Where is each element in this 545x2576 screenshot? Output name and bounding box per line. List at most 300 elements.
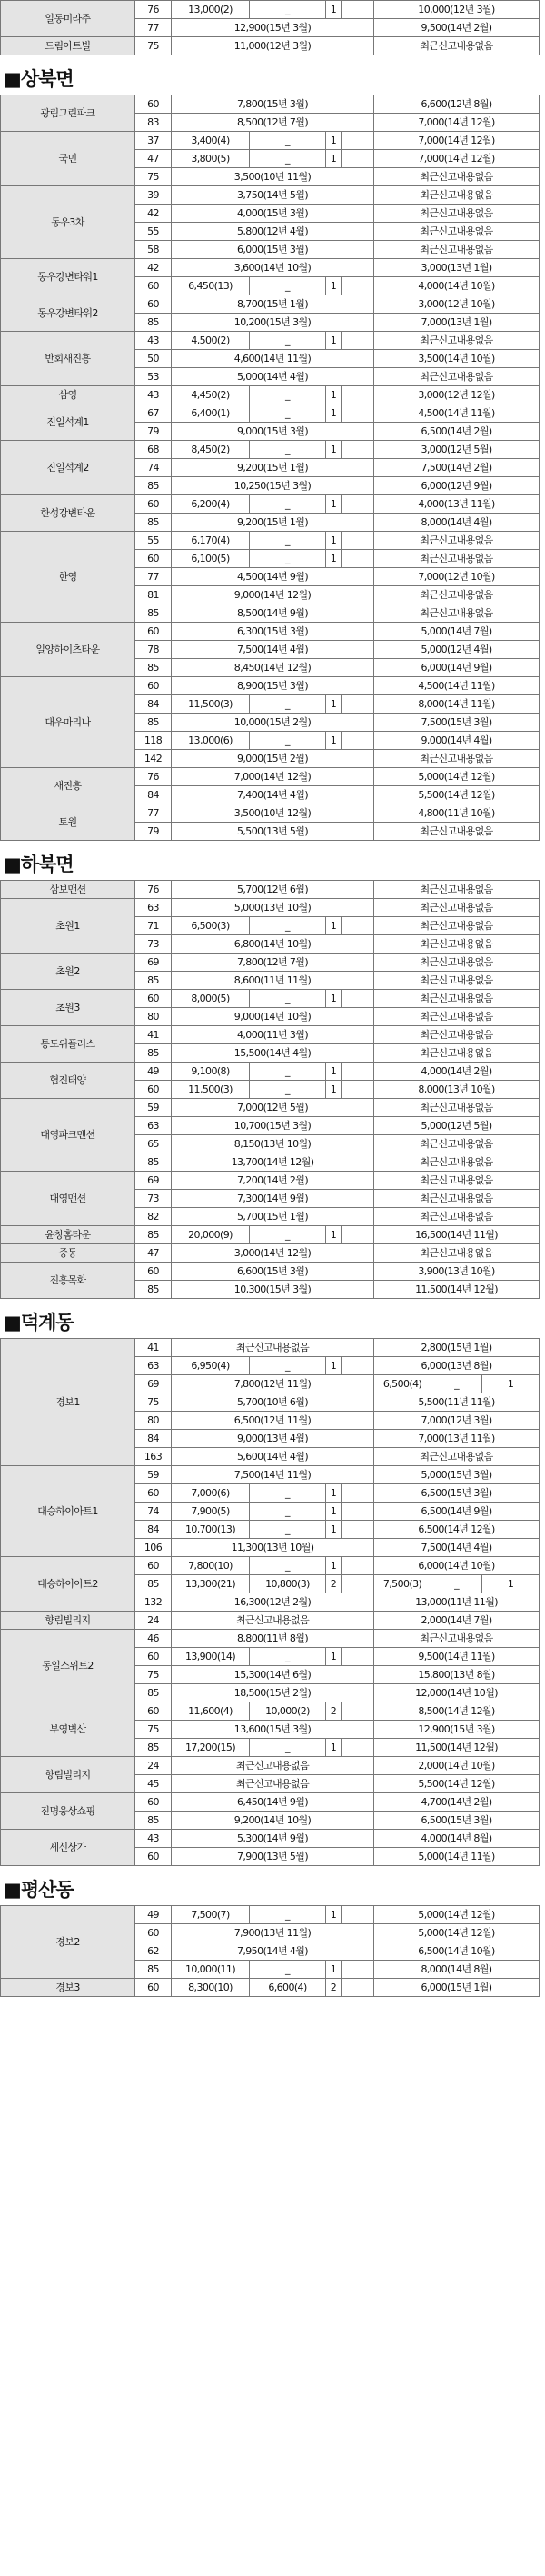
rent-price-recent: 최근신고내용없음	[374, 1448, 540, 1466]
sale-price-recent: 5,800(12년 4월)	[172, 223, 374, 241]
blank-cell	[342, 1521, 374, 1539]
sale-price-recent: 5,300(14년 9월)	[172, 1830, 374, 1848]
rent-price: 7,500(3)	[374, 1575, 431, 1593]
rent-price-recent: 4,700(14년 2월)	[374, 1793, 540, 1812]
blank-cell	[342, 404, 374, 423]
sale-price: 17,200(15)	[172, 1739, 250, 1757]
sale-min: _	[250, 1557, 326, 1575]
table-row	[1, 386, 540, 404]
sale-count: 1	[326, 332, 342, 350]
blank-cell	[342, 1906, 374, 1924]
sale-price-recent: 10,000(15년 2월)	[172, 714, 374, 732]
table-row	[1, 1339, 540, 1357]
sale-min: _	[250, 695, 326, 714]
sale-price: 10,000(11)	[172, 1961, 250, 1979]
area-cell: 85	[135, 1684, 172, 1702]
area-cell: 82	[135, 1208, 172, 1226]
sale-price-recent: 최근신고내용없음	[172, 1612, 374, 1630]
rent-price-recent: 5,000(14년 12월)	[374, 1906, 540, 1924]
sale-price: 7,900(5)	[172, 1503, 250, 1521]
rent-price-recent: 4,000(13년 11월)	[374, 495, 540, 514]
sale-count: 1	[326, 441, 342, 459]
complex-name: 초원1	[1, 899, 135, 954]
rent-price-recent: 최근신고내용없음	[374, 1172, 540, 1190]
complex-name: 초원2	[1, 954, 135, 990]
area-cell: 79	[135, 823, 172, 841]
complex-name: 동일스위트2	[1, 1630, 135, 1702]
rent-price-recent: 최근신고내용없음	[374, 881, 540, 899]
sale-price: 4,500(2)	[172, 332, 250, 350]
area-cell: 43	[135, 386, 172, 404]
complex-name: 진일석계1	[1, 404, 135, 441]
sale-price-recent: 9,000(15년 2월)	[172, 750, 374, 768]
area-cell: 76	[135, 768, 172, 786]
sale-count: 1	[326, 1063, 342, 1081]
area-cell: 85	[135, 1961, 172, 1979]
area-cell: 49	[135, 1063, 172, 1081]
section-title: ■덕계동	[4, 1312, 74, 1333]
area-cell: 41	[135, 1026, 172, 1044]
area-cell: 132	[135, 1593, 172, 1612]
blank-cell	[342, 1648, 374, 1666]
blank-cell	[342, 695, 374, 714]
area-cell: 85	[135, 1226, 172, 1244]
area-cell: 24	[135, 1757, 172, 1775]
area-cell: 80	[135, 1008, 172, 1026]
table-row	[1, 1063, 540, 1081]
area-cell: 74	[135, 1503, 172, 1521]
section-gap	[0, 841, 545, 849]
sale-price: 7,500(7)	[172, 1906, 250, 1924]
rent-price-recent: 최근신고내용없음	[374, 241, 540, 259]
sale-price-recent: 10,700(15년 3월)	[172, 1117, 374, 1135]
complex-name: 한성강변타운	[1, 495, 135, 532]
sale-price-recent: 9,000(15년 3월)	[172, 423, 374, 441]
sale-price: 6,950(4)	[172, 1357, 250, 1375]
rent-price-recent: 13,000(11년 11월)	[374, 1593, 540, 1612]
blank-cell	[342, 332, 374, 350]
area-cell: 60	[135, 1702, 172, 1721]
rent-price-recent: 8,000(13년 10월)	[374, 1081, 540, 1099]
complex-name: 삼보맨션	[1, 881, 135, 899]
sale-count: 1	[326, 990, 342, 1008]
complex-name: 대영맨션	[1, 1172, 135, 1226]
rent-price-recent: 최근신고내용없음	[374, 205, 540, 223]
rent-price-recent: 최근신고내용없음	[374, 899, 540, 917]
table-row	[1, 1099, 540, 1117]
sale-price-recent: 6,800(14년 10월)	[172, 935, 374, 954]
sale-min: _	[250, 332, 326, 350]
complex-name: 진명웅상쇼핑	[1, 1793, 135, 1830]
sale-price: 4,450(2)	[172, 386, 250, 404]
complex-name: 일동미라주	[1, 1, 135, 37]
area-cell: 55	[135, 223, 172, 241]
rent-price-recent: 7,000(13년 11월)	[374, 1430, 540, 1448]
sale-price-recent: 7,800(12년 11월)	[172, 1375, 374, 1393]
sale-price-recent: 4,600(14년 11월)	[172, 350, 374, 368]
rent-price-recent: 11,500(14년 12월)	[374, 1739, 540, 1757]
sale-price-recent: 최근신고내용없음	[172, 1339, 374, 1357]
area-cell: 42	[135, 205, 172, 223]
rent-price-recent: 4,000(14년 8월)	[374, 1830, 540, 1848]
rent-price-recent: 2,000(14년 7월)	[374, 1612, 540, 1630]
rent-price-recent: 8,500(14년 12월)	[374, 1702, 540, 1721]
area-cell: 75	[135, 1721, 172, 1739]
sale-price-recent: 6,000(15년 3월)	[172, 241, 374, 259]
rent-price-recent: 최근신고내용없음	[374, 168, 540, 186]
area-cell: 42	[135, 259, 172, 277]
blank-cell	[342, 132, 374, 150]
sale-price-recent: 7,000(12년 5월)	[172, 1099, 374, 1117]
rent-price-recent: 8,000(14년 11월)	[374, 695, 540, 714]
complex-name: 삼영	[1, 386, 135, 404]
table-row	[1, 1906, 540, 1924]
area-cell: 85	[135, 1153, 172, 1172]
area-cell: 59	[135, 1099, 172, 1117]
area-cell: 68	[135, 441, 172, 459]
table-row	[1, 954, 540, 972]
complex-name: 초원3	[1, 990, 135, 1026]
section-gap	[0, 55, 545, 64]
sale-count: 1	[326, 495, 342, 514]
complex-name: 반회새진흥	[1, 332, 135, 386]
rent-price-recent: 5,500(14년 12월)	[374, 786, 540, 804]
sale-price-recent: 5,700(12년 6월)	[172, 881, 374, 899]
area-cell: 41	[135, 1339, 172, 1357]
table-row	[1, 1702, 540, 1721]
sale-price-recent: 5,500(13년 5월)	[172, 823, 374, 841]
sale-price-recent: 7,500(14년 4월)	[172, 641, 374, 659]
rent-price-recent: 6,000(15년 1월)	[374, 1979, 540, 1997]
complex-name: 광림그린파크	[1, 95, 135, 132]
rent-price-recent: 6,500(14년 12월)	[374, 1521, 540, 1539]
area-cell: 84	[135, 1521, 172, 1539]
complex-name: 한영	[1, 532, 135, 623]
complex-name: 대영파크맨션	[1, 1099, 135, 1172]
area-cell: 76	[135, 1, 172, 19]
complex-name: 일양하이츠타운	[1, 623, 135, 677]
section-title: ■상북면	[4, 68, 74, 90]
rent-price-recent: 7,000(12년 10월)	[374, 568, 540, 586]
rent-price-recent: 최근신고내용없음	[374, 1630, 540, 1648]
complex-name: 경보3	[1, 1979, 135, 1997]
area-cell: 60	[135, 277, 172, 295]
sale-price-recent: 7,500(14년 11월)	[172, 1466, 374, 1484]
table-row	[1, 259, 540, 277]
rent-price-recent: 최근신고내용없음	[374, 1208, 540, 1226]
sale-price-recent: 9,200(14년 10월)	[172, 1812, 374, 1830]
rent-price-recent: 9,000(14년 4월)	[374, 732, 540, 750]
blank-cell	[342, 532, 374, 550]
area-cell: 60	[135, 1979, 172, 1997]
sale-price-recent: 6,300(15년 3월)	[172, 623, 374, 641]
sale-price: 6,100(5)	[172, 550, 250, 568]
sale-min: _	[250, 1906, 326, 1924]
blank-cell	[342, 1702, 374, 1721]
blank-cell	[342, 1357, 374, 1375]
rent-price-recent: 최근신고내용없음	[374, 1008, 540, 1026]
sale-price: 8,300(10)	[172, 1979, 250, 1997]
rent-price-recent: 4,000(14년 2월)	[374, 1063, 540, 1081]
sale-price-recent: 최근신고내용없음	[172, 1775, 374, 1793]
sale-price-recent: 15,300(14년 6월)	[172, 1666, 374, 1684]
sale-price: 6,450(13)	[172, 277, 250, 295]
rent-price-recent: 최근신고내용없음	[374, 1135, 540, 1153]
complex-name: 윤창홈타운	[1, 1226, 135, 1244]
complex-name: 향림빌리지	[1, 1757, 135, 1793]
sale-price: 20,000(9)	[172, 1226, 250, 1244]
sale-price-recent: 10,300(15년 3월)	[172, 1281, 374, 1299]
rent-price-recent: 9,500(14년 2월)	[374, 19, 540, 37]
rent-price-recent: 3,000(13년 1월)	[374, 259, 540, 277]
rent-price-recent: 6,500(15년 3월)	[374, 1812, 540, 1830]
sale-price: 8,000(5)	[172, 990, 250, 1008]
sale-min: _	[250, 441, 326, 459]
area-cell: 81	[135, 586, 172, 604]
table-row	[1, 804, 540, 823]
area-cell: 60	[135, 550, 172, 568]
sale-min: _	[250, 1357, 326, 1375]
sale-price-recent: 7,300(14년 9월)	[172, 1190, 374, 1208]
sale-min: _	[250, 1521, 326, 1539]
rent-price-recent: 3,900(13년 10월)	[374, 1263, 540, 1281]
rent-count: 1	[482, 1375, 540, 1393]
complex-name: 동우3차	[1, 186, 135, 259]
rent-price-recent: 6,000(14년 9월)	[374, 659, 540, 677]
sale-price-recent: 13,700(14년 12월)	[172, 1153, 374, 1172]
area-cell: 69	[135, 1172, 172, 1190]
area-cell: 75	[135, 1393, 172, 1412]
rent-price-recent: 8,000(14년 4월)	[374, 514, 540, 532]
rent-price-recent: 최근신고내용없음	[374, 990, 540, 1008]
area-cell: 73	[135, 1190, 172, 1208]
sale-price-recent: 7,950(14년 4월)	[172, 1942, 374, 1961]
area-cell: 62	[135, 1942, 172, 1961]
sale-count: 1	[326, 150, 342, 168]
sale-price: 9,100(8)	[172, 1063, 250, 1081]
area-cell: 60	[135, 1557, 172, 1575]
sale-price-recent: 8,600(11년 11월)	[172, 972, 374, 990]
rent-price-recent: 최근신고내용없음	[374, 1099, 540, 1117]
sale-price: 6,200(4)	[172, 495, 250, 514]
rent-price-recent: 6,500(14년 10월)	[374, 1942, 540, 1961]
sale-price-recent: 11,300(13년 10월)	[172, 1539, 374, 1557]
section-title: ■평산동	[4, 1879, 74, 1901]
sale-price-recent: 3,500(10년 11월)	[172, 168, 374, 186]
table-row	[1, 186, 540, 205]
rent-price-recent: 최근신고내용없음	[374, 954, 540, 972]
area-cell: 77	[135, 804, 172, 823]
sale-price-recent: 7,200(14년 2월)	[172, 1172, 374, 1190]
table-row	[1, 332, 540, 350]
sale-price-recent: 15,500(14년 4월)	[172, 1044, 374, 1063]
rent-price-recent: 5,000(12년 5월)	[374, 1117, 540, 1135]
rent-price-recent: 7,500(15년 3월)	[374, 714, 540, 732]
blank-cell	[342, 1063, 374, 1081]
sale-count: 2	[326, 1979, 342, 1997]
sale-price: 13,900(14)	[172, 1648, 250, 1666]
area-cell: 85	[135, 659, 172, 677]
area-cell: 50	[135, 350, 172, 368]
area-cell: 85	[135, 714, 172, 732]
rent-price-recent: 최근신고내용없음	[374, 223, 540, 241]
blank-cell	[342, 550, 374, 568]
rent-price-recent: 15,800(13년 8월)	[374, 1666, 540, 1684]
complex-name: 동우강변타워1	[1, 259, 135, 295]
table-row	[1, 899, 540, 917]
sale-price-recent: 7,400(14년 4월)	[172, 786, 374, 804]
blank-cell	[342, 386, 374, 404]
rent-price-recent: 7,500(14년 2월)	[374, 459, 540, 477]
area-cell: 85	[135, 1281, 172, 1299]
area-cell: 49	[135, 1906, 172, 1924]
area-cell: 46	[135, 1630, 172, 1648]
sale-count: 2	[326, 1702, 342, 1721]
sale-min: _	[250, 277, 326, 295]
table-row	[1, 623, 540, 641]
area-cell: 60	[135, 1081, 172, 1099]
sale-price-recent: 7,000(14년 12월)	[172, 768, 374, 786]
table-row	[1, 1263, 540, 1281]
sale-min: _	[250, 1, 326, 19]
sale-price-recent: 4,000(11년 3월)	[172, 1026, 374, 1044]
sale-min: _	[250, 495, 326, 514]
rent-price-recent: 3,000(12년 12월)	[374, 386, 540, 404]
rent-price-recent: 5,000(15년 3월)	[374, 1466, 540, 1484]
complex-name: 경보1	[1, 1339, 135, 1466]
sale-price-recent: 최근신고내용없음	[172, 1757, 374, 1775]
sale-price-recent: 3,000(14년 12월)	[172, 1244, 374, 1263]
rent-price-recent: 6,500(15년 3월)	[374, 1484, 540, 1503]
sale-count: 1	[326, 732, 342, 750]
table-row	[1, 1172, 540, 1190]
price-table	[0, 0, 540, 55]
sale-count: 1	[326, 1357, 342, 1375]
sale-price: 7,800(10)	[172, 1557, 250, 1575]
sale-min: _	[250, 1484, 326, 1503]
complex-name: 협진태양	[1, 1063, 135, 1099]
rent-price-recent: 7,000(14년 12월)	[374, 150, 540, 168]
complex-name: 통도위플러스	[1, 1026, 135, 1063]
table-row	[1, 1979, 540, 1997]
area-cell: 45	[135, 1775, 172, 1793]
rent-price-recent: 12,000(14년 10월)	[374, 1684, 540, 1702]
price-table	[0, 1338, 540, 1866]
sale-price: 3,400(4)	[172, 132, 250, 150]
section-gap	[0, 1299, 545, 1307]
area-cell: 47	[135, 1244, 172, 1263]
sale-min: _	[250, 386, 326, 404]
sale-min: _	[250, 1739, 326, 1757]
blank-cell	[342, 917, 374, 935]
sale-price-recent: 4,500(14년 9월)	[172, 568, 374, 586]
blank-cell	[342, 277, 374, 295]
sale-price-recent: 9,200(15년 1월)	[172, 514, 374, 532]
blank-cell	[342, 732, 374, 750]
area-cell: 59	[135, 1466, 172, 1484]
blank-cell	[342, 495, 374, 514]
sale-count: 1	[326, 1961, 342, 1979]
sale-price-recent: 7,900(13년 5월)	[172, 1848, 374, 1866]
rent-price-recent: 4,000(14년 10월)	[374, 277, 540, 295]
price-table	[0, 1905, 540, 1997]
table-row	[1, 1630, 540, 1648]
table-row	[1, 1, 540, 19]
sale-price: 3,800(5)	[172, 150, 250, 168]
area-cell: 78	[135, 641, 172, 659]
table-row	[1, 1612, 540, 1630]
rent-count: 1	[482, 1575, 540, 1593]
complex-name: 새진흥	[1, 768, 135, 804]
rent-price: 6,500(4)	[374, 1375, 431, 1393]
table-row	[1, 1466, 540, 1484]
rent-price-recent: 최근신고내용없음	[374, 823, 540, 841]
sale-min: _	[250, 917, 326, 935]
area-cell: 58	[135, 241, 172, 259]
table-row	[1, 677, 540, 695]
complex-name: 중동	[1, 1244, 135, 1263]
blank-cell	[342, 1226, 374, 1244]
sale-price-recent: 5,700(15년 1월)	[172, 1208, 374, 1226]
rent-price-recent: 8,000(14년 8월)	[374, 1961, 540, 1979]
sale-price-recent: 12,900(15년 3월)	[172, 19, 374, 37]
rent-price-recent: 최근신고내용없음	[374, 532, 540, 550]
sale-count: 1	[326, 550, 342, 568]
area-cell: 71	[135, 917, 172, 935]
sale-price: 10,700(13)	[172, 1521, 250, 1539]
rent-price-recent: 최근신고내용없음	[374, 1244, 540, 1263]
table-row	[1, 495, 540, 514]
rent-price-recent: 3,500(14년 10월)	[374, 350, 540, 368]
sale-price-recent: 8,500(12년 7월)	[172, 114, 374, 132]
rent-price-recent: 11,500(14년 12월)	[374, 1281, 540, 1299]
rent-price-recent: 4,500(14년 11월)	[374, 404, 540, 423]
table-row	[1, 404, 540, 423]
area-cell: 69	[135, 954, 172, 972]
sale-min: _	[250, 1226, 326, 1244]
area-cell: 142	[135, 750, 172, 768]
area-cell: 60	[135, 1924, 172, 1942]
area-cell: 60	[135, 495, 172, 514]
area-cell: 60	[135, 1648, 172, 1666]
area-cell: 24	[135, 1612, 172, 1630]
rent-price-recent: 최근신고내용없음	[374, 917, 540, 935]
area-cell: 85	[135, 972, 172, 990]
sale-count: 1	[326, 1, 342, 19]
sale-min: _	[250, 1081, 326, 1099]
blank-cell	[342, 1484, 374, 1503]
sale-price: 11,600(4)	[172, 1702, 250, 1721]
sale-price-recent: 16,300(12년 2월)	[172, 1593, 374, 1612]
sale-min: _	[250, 132, 326, 150]
rent-price-recent: 3,000(12년 10월)	[374, 295, 540, 314]
sale-price-recent: 8,900(15년 3월)	[172, 677, 374, 695]
area-cell: 80	[135, 1412, 172, 1430]
sale-count: 1	[326, 1081, 342, 1099]
sale-price-recent: 11,000(12년 3월)	[172, 37, 374, 55]
table-row	[1, 1757, 540, 1775]
sale-min: _	[250, 990, 326, 1008]
area-cell: 60	[135, 1793, 172, 1812]
table-row	[1, 768, 540, 786]
table-row	[1, 295, 540, 314]
rent-price-recent: 5,500(11년 11월)	[374, 1393, 540, 1412]
sale-price: 6,500(3)	[172, 917, 250, 935]
blank-cell	[342, 1979, 374, 1997]
sale-min: _	[250, 532, 326, 550]
blank-cell	[342, 441, 374, 459]
blank-cell	[342, 1961, 374, 1979]
